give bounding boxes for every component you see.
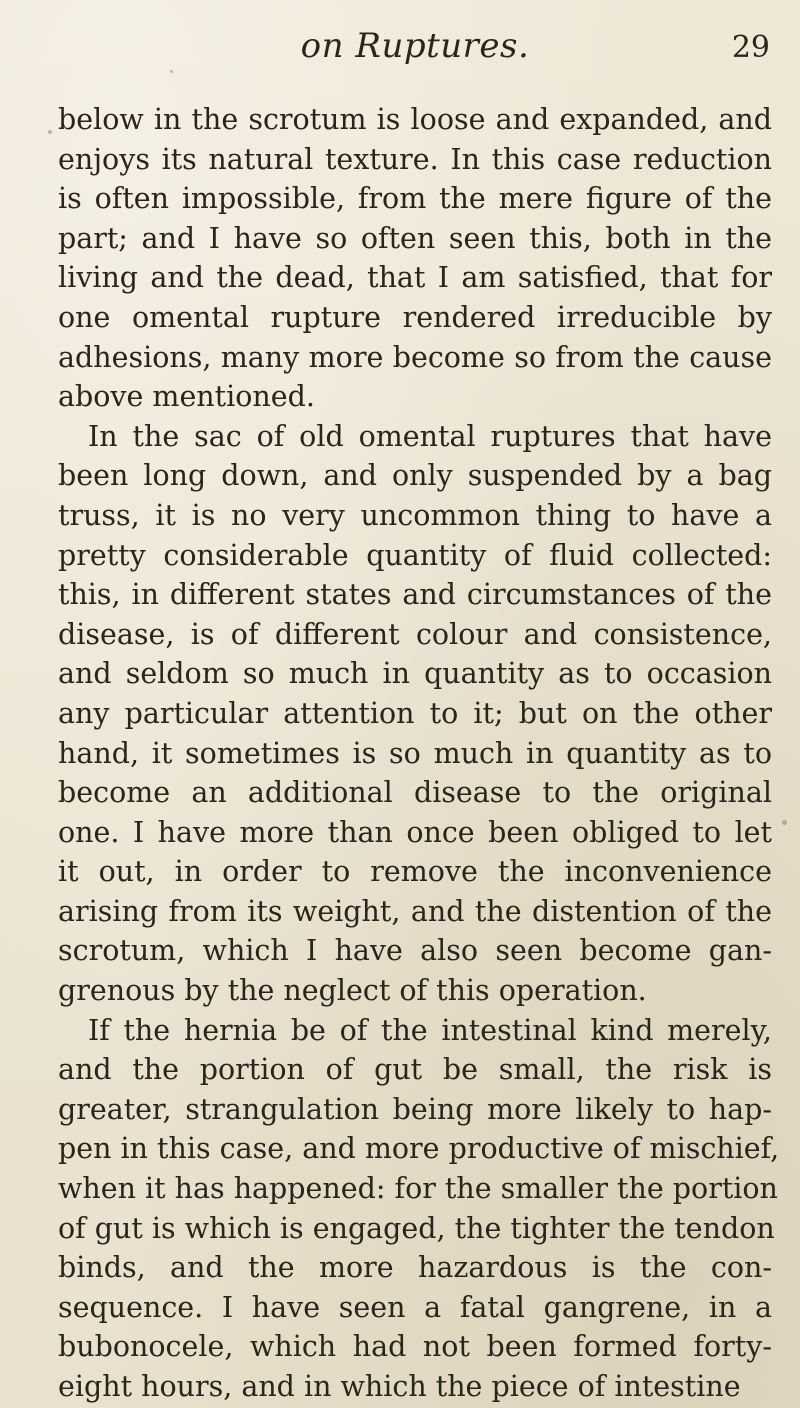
text-line: become an additional disease to the original [58, 776, 772, 810]
text-line: eight hours, and in which the piece of intestine [58, 1370, 741, 1403]
text-line: bubonocele, which had not been formed forty- [58, 1330, 772, 1364]
text-line: and seldom so much in quantity as to occasion [58, 657, 772, 691]
text-line: one omental rupture rendered irreducible by [58, 300, 772, 334]
text-line: binds, and the more hazardous is the con- [58, 1251, 772, 1285]
text-line: pen in this case, and more productive of mischief, [58, 1132, 780, 1166]
text-line: truss, it is no very uncommon thing to have a [58, 498, 772, 532]
paper-speck [420, 1380, 423, 1383]
body-text [58, 100, 780, 1407]
paper-speck [782, 820, 787, 825]
page-header [60, 26, 770, 86]
text-line: scrotum, which I have also seen become gan- [58, 934, 772, 968]
text-line: and the portion of gut be small, the risk is [58, 1053, 772, 1087]
text-line: sequence. I have seen a fatal gangrene, in a [58, 1290, 772, 1324]
text-line: is often impossible, from the mere figure of the [58, 182, 772, 216]
text-line: of gut is which is engaged, the tighter the tendon [58, 1211, 775, 1245]
text-line: living and the dead, that I am satisfied, that for [58, 261, 772, 295]
text-line: In the sac of old omental ruptures that have [88, 419, 772, 453]
text-line: disease, is of different colour and consistence, [58, 617, 772, 651]
text-line: If the hernia be of the intestinal kind merely, [88, 1013, 772, 1047]
text-line: enjoys its natural texture. In this case reduction [58, 142, 772, 176]
text-line: greater, strangulation being more likely to hap- [58, 1092, 772, 1126]
text-line: hand, it sometimes is so much in quantity as to [58, 736, 772, 770]
text-line: one. I have more than once been obliged to let [58, 815, 772, 849]
text-line: it out, in order to remove the inconvenience [58, 855, 772, 889]
text-line: part; and I have so often seen this, both in the [58, 221, 772, 255]
text-line: grenous by the neglect of this operation. [58, 974, 647, 1008]
text-line: above mentioned. [58, 380, 315, 414]
page-number: 29 [731, 30, 770, 65]
text-line: below in the scrotum is loose and expanded, and [58, 103, 772, 136]
text-line: pretty considerable quantity of fluid collected: [58, 538, 772, 572]
running-title: on Ruptures. [300, 26, 530, 66]
text-line: any particular attention to it; but on the other [58, 696, 772, 730]
text-line: arising from its weight, and the distention of the [58, 894, 772, 928]
text-line: adhesions, many more become so from the cause [58, 340, 772, 374]
text-line: this, in different states and circumstances of the [58, 578, 772, 612]
paper-speck [48, 130, 52, 134]
paper-speck [170, 70, 173, 73]
text-line: when it has happened: for the smaller the portion [58, 1172, 778, 1206]
text-line: been long down, and only suspended by a bag [58, 459, 772, 493]
